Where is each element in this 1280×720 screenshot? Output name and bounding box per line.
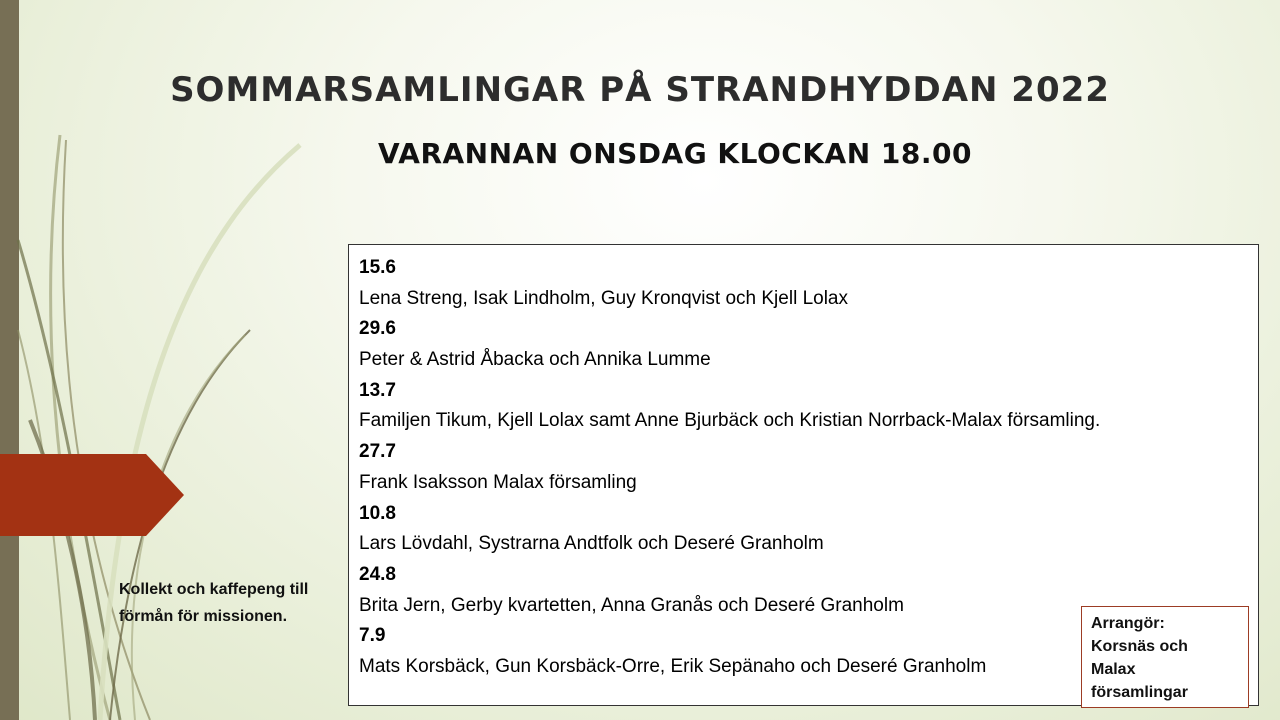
collection-note: Kollekt och kaffepeng till förmån för missionen.	[119, 581, 309, 625]
page-subtitle: VARANNAN ONSDAG KLOCKAN 18.00	[378, 137, 972, 170]
entry-date: 24.8	[359, 563, 396, 585]
organizer-line: församlingar	[1091, 684, 1188, 701]
entry-date: 15.6	[359, 257, 396, 278]
entry-date: 7.9	[359, 625, 386, 647]
organizer-label: Arrangör:	[1091, 615, 1165, 632]
schedule-entry	[359, 314, 1248, 375]
entry-date: 10.8	[359, 502, 396, 524]
red-arrow-shape	[0, 454, 184, 536]
entry-performers: Mats Korsbäck, Gun Korsbäck-Orre, Erik Sepänaho och Deseré Granholm	[359, 655, 987, 677]
entry-performers: Familjen Tikum, Kjell Lolax samt Anne Bjurbäck och Kristian Norrback-Malax församling.	[359, 410, 1101, 432]
entry-date: 29.6	[359, 318, 396, 340]
schedule-entry	[359, 499, 1248, 560]
organizer-line: Malax	[1091, 661, 1136, 678]
entry-performers: Peter & Astrid Åbacka och Annika Lumme	[359, 349, 711, 371]
page-title: SOMMARSAMLINGAR PÅ STRANDHYDDAN 2022	[170, 70, 1110, 110]
entry-performers: Lars Lövdahl, Systrarna Andtfolk och Deseré Granholm	[359, 533, 824, 555]
schedule-entry	[359, 437, 1248, 498]
entry-performers: Frank Isaksson Malax församling	[359, 471, 637, 493]
entry-date: 27.7	[359, 441, 396, 463]
organizer-line: Korsnäs och	[1091, 638, 1188, 655]
entry-date: 13.7	[359, 379, 396, 401]
organizer-box	[1081, 606, 1249, 708]
schedule-entry	[359, 253, 1248, 314]
schedule-entry	[359, 376, 1248, 437]
entry-performers: Brita Jern, Gerby kvartetten, Anna Granås och Deseré Granholm	[359, 594, 904, 616]
entry-performers: Lena Streng, Isak Lindholm, Guy Kronqvist och Kjell Lolax	[359, 287, 848, 309]
